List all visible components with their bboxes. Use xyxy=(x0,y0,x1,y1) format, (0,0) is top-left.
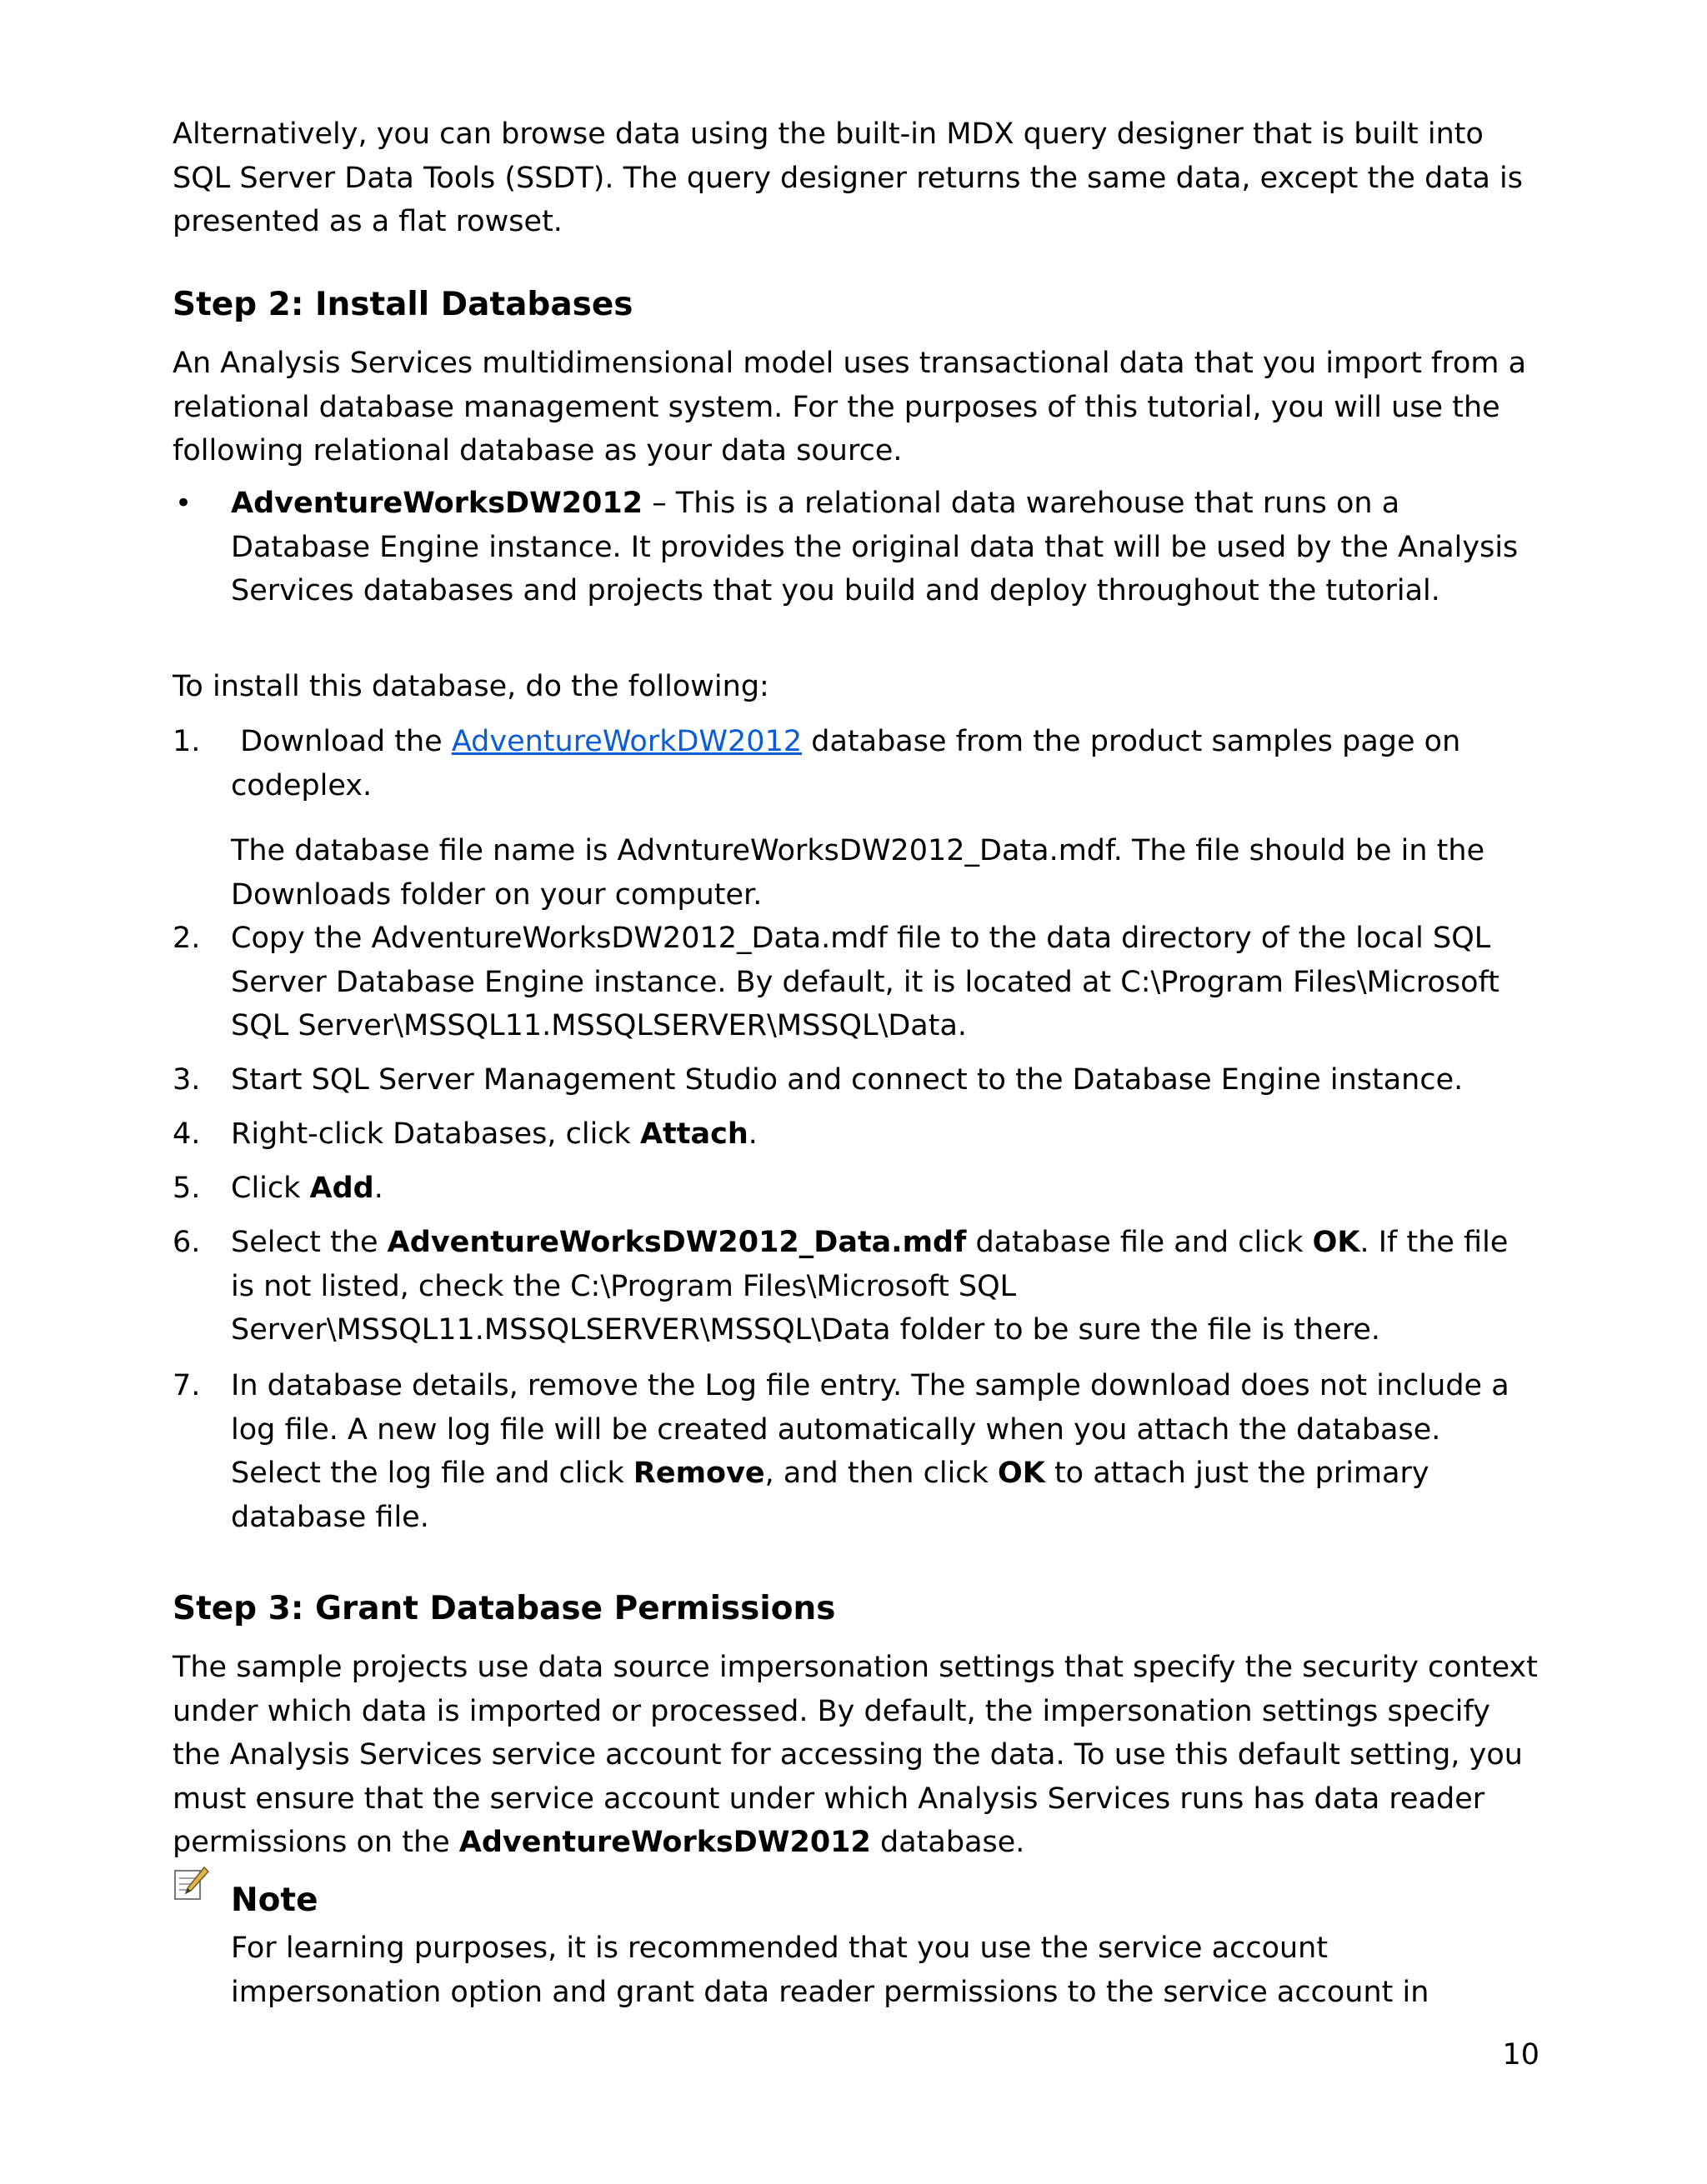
mdf-file-label: AdventureWorksDW2012_Data.mdf xyxy=(387,1226,967,1259)
step-item-2: 2. Copy the AdventureWorksDW2012_Data.mdf file to the data directory of the local SQL Server Database Engine instance. By default, it is located at C:\Program Files\Microsoft SQL Server\MSSQL11.MSSQLSERVER\MSSQL\Data. xyxy=(173,917,1539,1048)
remove-label: Remove xyxy=(633,1457,765,1490)
bullet-item-adventureworks xyxy=(173,482,1539,613)
attach-label: Attach xyxy=(639,1117,748,1151)
step-item-1: 1. Download the AdventureWorkDW2012 database from the product samples page on codeplex. xyxy=(173,720,1539,807)
step-number: 7. xyxy=(173,1369,201,1402)
step-item-3: 3. Start SQL Server Management Studio and connect to the Database Engine instance. xyxy=(173,1058,1539,1102)
step2-intro-paragraph: An Analysis Services multidimensional model uses transactional data that you import from a relational database management system. For the purposes of this tutorial, you will use the following relational database as your data source. xyxy=(173,347,1527,467)
step-number: 3. xyxy=(173,1063,201,1097)
step3-heading: Step 3: Grant Database Permissions xyxy=(173,1590,836,1627)
step-number: 1. xyxy=(173,725,201,758)
database-name: AdventureWorksDW2012 xyxy=(458,1826,871,1859)
page-number: 10 xyxy=(1502,2038,1539,2072)
add-label: Add xyxy=(309,1172,374,1205)
step-number: 6. xyxy=(173,1226,201,1259)
step3-paragraph: The sample projects use data source impersonation settings that specify the security context under which data is imported or processed. By default, the impersonation settings specify the Analysis Services service account for accessing the data. To use this default setting, you must ensure that the service account under which Analysis Services runs has data reader permissions on the AdventureWorksDW2012 database. xyxy=(173,1651,1538,1859)
step-item-4: 4. Right-click Databases, click Attach. xyxy=(173,1112,1539,1157)
ok-label: OK xyxy=(1312,1226,1360,1259)
note-title: Note xyxy=(231,1882,318,1919)
step-item-7: 7. In database details, remove the Log file entry. The sample download does not include a log file. A new log file will be created automatically when you attach the database. Select the log file and click Remove, and then click OK to attach just the primary database file. xyxy=(173,1364,1539,1539)
adventureworks-download-link[interactable]: AdventureWorkDW2012 xyxy=(451,725,803,758)
step-number: 2. xyxy=(173,922,201,955)
note-text: For learning purposes, it is recommended that you use the service account impersonation option and grant data reader permissions to the service account in xyxy=(231,1932,1429,2009)
intro-paragraph: Alternatively, you can browse data using the built-in MDX query designer that is built into SQL Server Data Tools (SSDT). The query designer returns the same data, except the data is presented as a flat rowset. xyxy=(173,117,1523,238)
step2-heading: Step 2: Install Databases xyxy=(173,286,633,323)
install-intro: To install this database, do the following: xyxy=(173,670,769,703)
note-pencil-icon xyxy=(173,1865,209,1903)
step-number: 5. xyxy=(173,1172,201,1205)
bullet-database-name: AdventureWorksDW2012 xyxy=(231,487,643,520)
step-1-sub-note: The database file name is AdvntureWorksDW2012_Data.mdf. The file should be in the Downloads folder on your computer. xyxy=(231,834,1485,912)
bullet-marker: • xyxy=(175,487,193,520)
step-item-5: 5. Click Add. xyxy=(173,1167,1539,1211)
step-item-6: 6. Select the AdventureWorksDW2012_Data.mdf database file and click OK. If the file is not listed, check the C:\Program Files\Microsoft SQL Server\MSSQL11.MSSQLSERVER\MSSQL\Data folder to be sure the file is there. xyxy=(173,1221,1539,1352)
step-number: 4. xyxy=(173,1117,201,1151)
ok-label: OK xyxy=(997,1457,1045,1490)
bullet-text: – This is a relational data warehouse that runs on a Database Engine instance. It provides the original data that will be used by the Analysis Services databases and projects that you build and deploy throughout the tutorial. xyxy=(231,487,1519,607)
